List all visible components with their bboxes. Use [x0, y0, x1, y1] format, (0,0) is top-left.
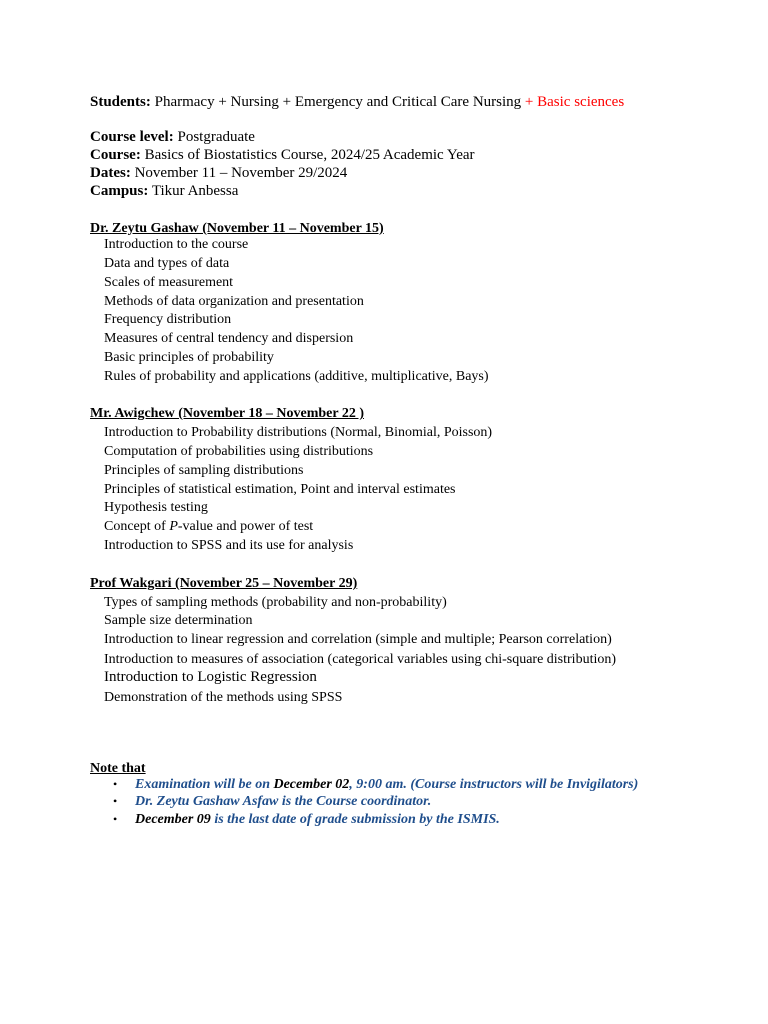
topic-item: Computation of probabilities using distributions: [104, 444, 374, 459]
note-grades-text: is the last date of grade submission by the ISMIS.: [210, 812, 500, 827]
section-heading-awigchew: Mr. Awigchew (November 18 – November 22 ): [90, 406, 364, 421]
bullet-icon: •: [113, 812, 118, 826]
section-heading-zeytu: Dr. Zeytu Gashaw (November 11 – November 15): [90, 221, 384, 236]
topic-item: Introduction to Logistic Regression: [104, 669, 317, 685]
campus-label: Campus:: [90, 183, 149, 199]
topic-item: Data and types of data: [104, 256, 230, 271]
students-value: Pharmacy + Nursing + Emergency and Critical Care Nursing: [154, 94, 522, 110]
topic-item: Principles of statistical estimation, Point and interval estimates: [104, 482, 456, 497]
topic-item: Methods of data organization and presentation: [104, 294, 364, 309]
topic-item: Basic principles of probability: [104, 350, 274, 365]
bullet-icon: •: [113, 794, 118, 808]
note-exam-time: , 9:00 am. (Course instructors will be Invigilators): [349, 777, 639, 792]
pvalue-italic: P: [169, 519, 178, 534]
topic-item: Introduction to SPSS and its use for analysis: [104, 538, 354, 553]
topic-item: Introduction to the course: [104, 237, 249, 252]
topic-item: Sample size determination: [104, 613, 253, 628]
bullet-icon: •: [113, 777, 118, 791]
course-level-label: Course level:: [90, 129, 174, 145]
note-heading: Note that: [90, 761, 146, 776]
campus-value: Tikur Anbessa: [151, 183, 239, 199]
topic-item: Demonstration of the methods using SPSS: [104, 690, 343, 705]
students-line: [90, 93, 624, 111]
students-extra: + Basic sciences: [524, 94, 625, 110]
course-level-line: [90, 128, 255, 146]
note-item-coordinator: [113, 793, 431, 810]
topic-item: Introduction to measures of association (categorical variables using chi-square distribution): [104, 652, 617, 667]
course-label: Course:: [90, 147, 141, 163]
pvalue-prefix: Concept of: [104, 519, 170, 534]
note-exam-text: Examination will be on: [135, 777, 274, 792]
topic-item: Scales of measurement: [104, 275, 234, 290]
topic-item: Measures of central tendency and dispersion: [104, 331, 354, 346]
topic-item-pvalue: [104, 518, 313, 535]
dates-value: November 11 – November 29/2024: [134, 165, 348, 181]
students-label: Students:: [90, 94, 151, 110]
note-item-grades: [113, 811, 500, 828]
campus-line: [90, 182, 238, 200]
note-exam-date: December 02: [273, 777, 350, 792]
section-heading-wakgari: Prof Wakgari (November 25 – November 29): [90, 576, 358, 591]
dates-line: [90, 164, 347, 182]
topic-item: Types of sampling methods (probability and non-probability): [104, 595, 447, 610]
course-line: [90, 146, 475, 164]
note-coordinator-text: Dr. Zeytu Gashaw Asfaw is the Course coordinator.: [135, 794, 432, 809]
dates-label: Dates:: [90, 165, 131, 181]
note-item-exam: [113, 776, 638, 793]
topic-item: Introduction to Probability distributions (Normal, Binomial, Poisson): [104, 425, 493, 440]
topic-item: Introduction to linear regression and correlation (simple and multiple; Pearson correlation): [104, 632, 612, 647]
topic-item: Frequency distribution: [104, 312, 232, 327]
note-grades-date: December 09: [135, 812, 211, 827]
course-level-value: Postgraduate: [177, 129, 255, 145]
course-value: Basics of Biostatistics Course, 2024/25 Academic Year: [144, 147, 475, 163]
topic-item: Hypothesis testing: [104, 500, 208, 515]
pvalue-rest: -value and power of test: [177, 519, 314, 534]
topic-item: Principles of sampling distributions: [104, 463, 304, 478]
topic-item: Rules of probability and applications (additive, multiplicative, Bays): [104, 369, 489, 384]
